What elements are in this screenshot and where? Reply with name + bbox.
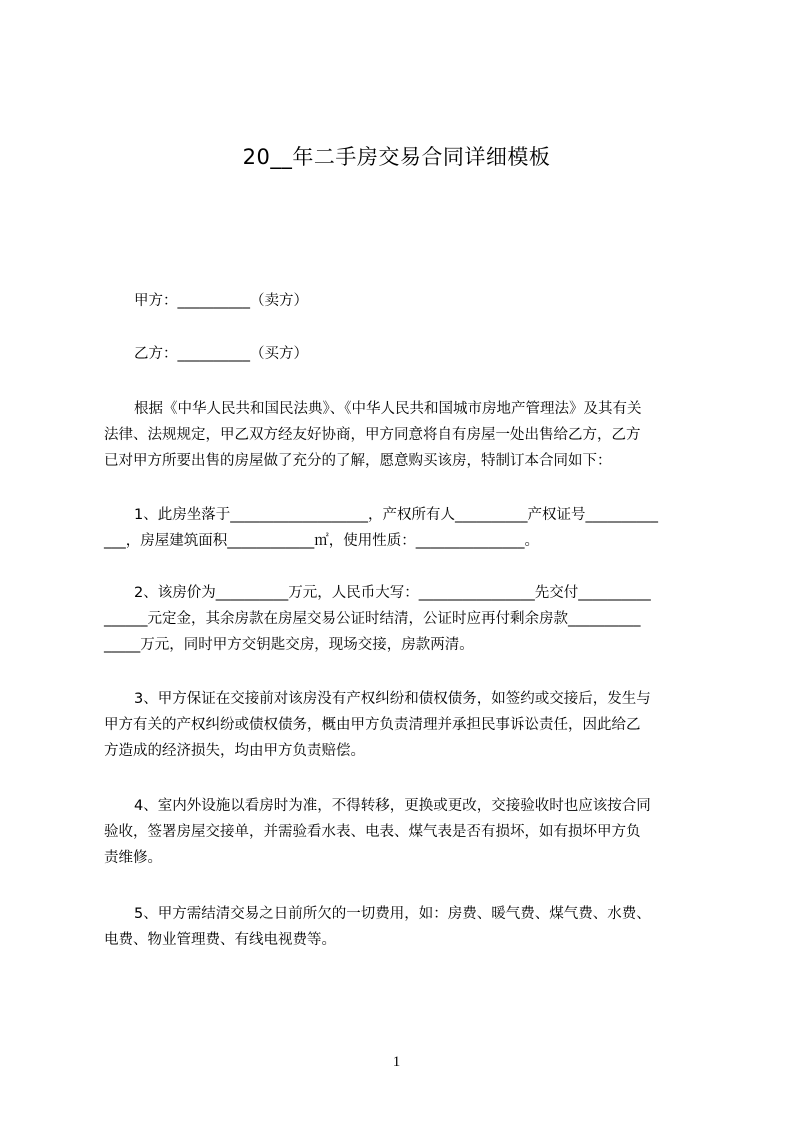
preamble-line-3: 已对甲方所要出售的房屋做了充分的了解，愿意购买该房，特制订本合同如下： xyxy=(104,453,612,469)
clause-2-line-2: ______元定金，其余房款在房屋交易公证时结清，公证时应再付剩余房款__________ xyxy=(104,611,641,627)
clause-4-line-1: 4、室内外设施以看房时为准，不得转移，更换或更改，交接验收时也应该按合同 xyxy=(134,798,651,814)
clause-2-line-3: _____万元，同时甲方交钥匙交房，现场交接，房款两清。 xyxy=(104,637,474,653)
clause-2-paragraph xyxy=(104,580,704,658)
clause-5-paragraph xyxy=(104,901,704,953)
clause-1-line-2: ___，房屋建筑面积____________㎡，使用性质：_______________。 xyxy=(104,533,539,549)
clause-4-line-3: 责维修。 xyxy=(104,850,162,866)
preamble-line-1: 根据《中华人民共和国民法典》、《中华人民共和国城市房地产管理法》及其有关 xyxy=(134,401,642,417)
clause-2-line-1: 2、该房价为__________万元，人民币大写：________________先交付__________ xyxy=(134,585,651,601)
clause-4-paragraph xyxy=(104,793,704,871)
clause-4-line-2: 验收，签署房屋交接单，并需验看水表、电表、煤气表是否有损坏，如有损坏甲方负 xyxy=(104,824,641,840)
clause-3-line-3: 方造成的经济损失，均由甲方负责赔偿。 xyxy=(104,743,365,759)
clause-1-paragraph xyxy=(104,502,704,554)
preamble-line-2: 法律、法规规定，甲乙双方经友好协商，甲方同意将自有房屋一处出售给乙方，乙方 xyxy=(104,427,641,443)
party-b-line: 乙方：__________（买方） xyxy=(134,346,308,362)
clause-1-line-1: 1、此房坐落于___________________，产权所有人__________产权证号__________ xyxy=(134,507,658,523)
clause-3-line-2: 甲方有关的产权纠纷或债权债务，概由甲方负责清理并承担民事诉讼责任，因此给乙 xyxy=(104,717,641,733)
clause-3-line-1: 3、甲方保证在交接前对该房没有产权纠纷和债权债务，如签约或交接后，发生与 xyxy=(134,691,651,707)
page-number: 1 xyxy=(392,1054,401,1070)
document-title: 20__年二手房交易合同详细模板 xyxy=(242,145,551,169)
party-a-line: 甲方：__________（卖方） xyxy=(134,293,308,309)
preamble-paragraph xyxy=(104,396,704,474)
clause-3-paragraph xyxy=(104,686,704,764)
clause-5-line-2: 电费、物业管理费、有线电视费等。 xyxy=(104,932,336,948)
clause-5-line-1: 5、甲方需结清交易之日前所欠的一切费用，如：房费、暖气费、煤气费、水费、 xyxy=(134,906,651,922)
